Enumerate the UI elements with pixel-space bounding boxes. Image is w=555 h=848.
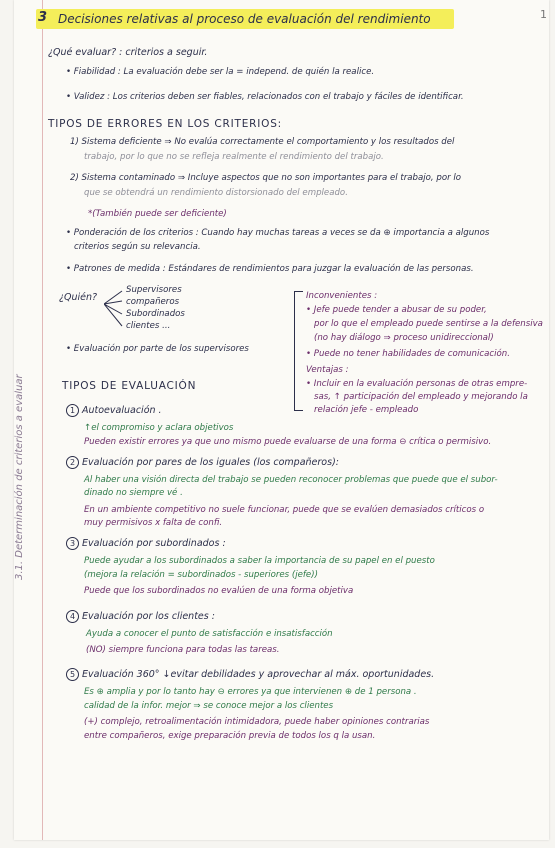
page-title: Decisiones relativas al proceso de evaluación del rendimiento <box>58 12 431 26</box>
vertical-margin-note: 3.1. Determinación de criterios a evaluar <box>14 374 25 580</box>
eval-5-number: 5 <box>66 668 79 681</box>
error-1-line-b: trabajo, por lo que no se refleja realmente el rendimiento del trabajo. <box>84 152 384 162</box>
eval-5-line-3: (+) complejo, retroalimentación intimidadora, puede haber opiniones contrarias <box>84 717 430 727</box>
eval-2-line-2: dinado no siempre vé . <box>84 488 183 498</box>
eval-3-line-3: Puede que los subordinados no evalúen de una forma objetiva <box>84 586 354 596</box>
error-2-line-a: 2) Sistema contaminado ⇒ Incluye aspectos que no son importantes para el trabajo, por lo <box>70 173 462 183</box>
eval-5-title <box>66 668 434 681</box>
ponderacion-line-b: criterios según su relevancia. <box>74 242 201 252</box>
tipos-errores-heading: TIPOS DE ERRORES EN LOS CRITERIOS: <box>48 118 282 130</box>
eval-4-title <box>66 610 215 623</box>
page-number: 1 <box>540 8 547 21</box>
eval-1-line-1: ↑el compromiso y aclara objetivos <box>84 423 234 433</box>
fork-lines <box>104 288 124 338</box>
eval-4-line-2: (NO) siempre funciona para todas las tareas. <box>86 645 280 655</box>
eval-4-title-text: Evaluación por los clientes : <box>82 611 215 622</box>
title-number: 3 <box>38 10 48 25</box>
ventajas-heading: Ventajas : <box>306 365 349 375</box>
eval-2-title-text: Evaluación por pares de los iguales (los compañeros): <box>82 457 339 468</box>
error-2-line-b: que se obtendrá un rendimiento distorsionado del empleado. <box>84 188 348 198</box>
eval-5-line-1: Es ⊕ amplia y por lo tanto hay ⊖ errores ya que intervienen ⊕ de 1 persona . <box>84 687 417 697</box>
eval-4-number: 4 <box>66 610 79 623</box>
quien-option-companeros: compañeros <box>126 297 180 307</box>
ventaja-line-2: sas, ↑ participación del empleado y mejorando la <box>314 392 528 402</box>
error-1-line-a: 1) Sistema deficiente ⇒ No evalúa correctamente el comportamiento y los resultados del <box>70 137 455 147</box>
eval-3-title-text: Evaluación por subordinados : <box>82 538 226 549</box>
eval-5-title-text: Evaluación 360° ↓evitar debilidades y aprovechar al máx. oportunidades. <box>82 669 435 680</box>
notebook-page <box>14 0 549 840</box>
eval-5-line-2: calidad de la infor. mejor ⇒ se conoce mejor a los clientes <box>84 701 334 711</box>
ventaja-line-1: • Incluir en la evaluación personas de otras empre- <box>306 379 528 389</box>
que-evaluar-heading: ¿Qué evaluar? : criterios a seguir. <box>48 47 208 58</box>
inconveniente-line-1: • Jefe puede tender a abusar de su poder, <box>306 305 487 315</box>
inconveniente-line-3: (no hay diálogo ⇒ proceso unidireccional) <box>314 333 494 343</box>
eval-3-title <box>66 537 226 550</box>
eval-1-line-2: Pueden existir errores ya que uno mismo puede evaluarse de una forma ⊖ crítica o permisivo. <box>84 437 492 447</box>
eval-1-title-text: Autoevaluación . <box>82 405 162 416</box>
eval-2-line-4: muy permisivos x falta de confi. <box>84 518 223 528</box>
quien-option-clientes: clientes ... <box>126 321 171 331</box>
margin-line <box>42 0 43 840</box>
inconvenientes-heading: Inconvenientes : <box>306 291 378 301</box>
bracket <box>294 291 303 411</box>
eval-5-line-4: entre compañeros, exige preparación previa de todos los q la usan. <box>84 731 376 741</box>
eval-3-line-1: Puede ayudar a los subordinados a saber la importancia de su papel en el puesto <box>84 556 435 566</box>
quien-option-subordinados: Subordinados <box>126 309 185 319</box>
supervisores-evaluation: • Evaluación por parte de los supervisores <box>66 344 249 354</box>
inconveniente-line-4: • Puede no tener habilidades de comunicación. <box>306 349 510 359</box>
fiabilidad-text: • Fiabilidad : La evaluación debe ser la = independ. de quién la realice. <box>66 67 375 77</box>
ventaja-line-3: relación jefe - empleado <box>314 405 419 415</box>
eval-2-number: 2 <box>66 456 79 469</box>
eval-4-line-1: Ayuda a conocer el punto de satisfacción e insatisfacción <box>86 629 333 639</box>
eval-1-title <box>66 404 162 417</box>
eval-2-line-1: Al haber una visión directa del trabajo se pueden reconocer problemas que puede que el subor- <box>84 475 498 485</box>
eval-1-number: 1 <box>66 404 79 417</box>
validez-text: • Validez : Los criterios deben ser fiables, relacionados con el trabajo y fáciles de identificar. <box>66 92 464 102</box>
ponderacion-line-a: • Ponderación de los criterios : Cuando hay muchas tareas a veces se da ⊕ importancia a algunos <box>66 228 490 238</box>
quien-option-supervisores: Supervisores <box>126 285 182 295</box>
inconveniente-line-2: por lo que el empleado puede sentirse a la defensiva <box>314 319 543 329</box>
error-2-note: *(También puede ser deficiente) <box>88 209 227 219</box>
quien-heading: ¿Quién? <box>59 292 98 303</box>
eval-2-line-3: En un ambiente competitivo no suele funcionar, puede que se evalúen demasiados críticos o <box>84 505 485 515</box>
patrones-medida: • Patrones de medida : Estándares de rendimientos para juzgar la evaluación de las personas. <box>66 264 474 274</box>
tipos-evaluacion-heading: TIPOS DE EVALUACIÓN <box>62 380 197 392</box>
eval-2-title <box>66 456 339 469</box>
eval-3-number: 3 <box>66 537 79 550</box>
eval-3-line-2: (mejora la relación = subordinados - superiores (jefe)) <box>84 570 318 580</box>
